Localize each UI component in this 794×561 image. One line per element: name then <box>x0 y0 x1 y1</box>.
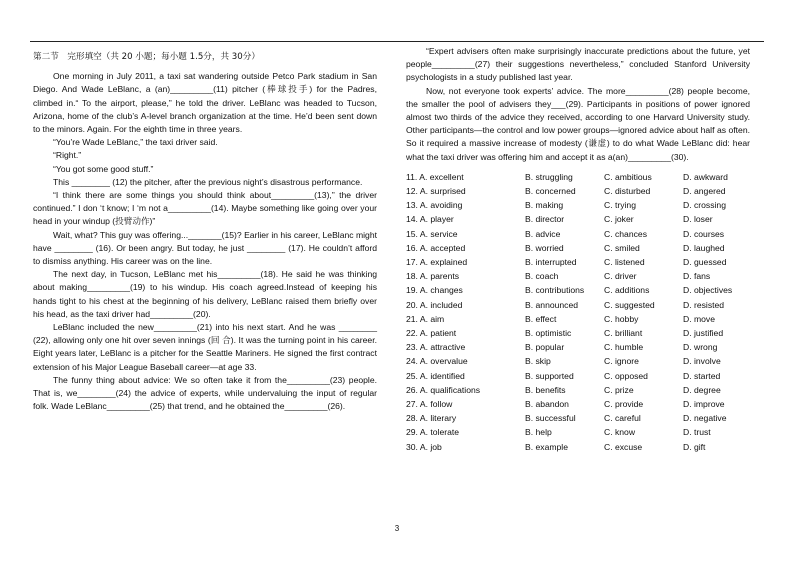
passage-paragraph: The funny thing about advice: We so often take it from the_________(23) people. That is, we________(24) the advice of experts, while undervaluing the input of regular folk. Wade LeBlanc_________(25) that trend, and he obtained the_________(26). <box>33 374 377 412</box>
section-title: 第二节 完形填空（共 20 小题；每小题 1.5分，共 30分） <box>33 52 260 62</box>
option-choice: B. abandon <box>525 399 569 410</box>
option-choice: C. brilliant <box>604 328 643 339</box>
option-choice: B. contributions <box>525 285 585 296</box>
passage-paragraph: One morning in July 2011, a taxi sat wandering outside Petco Park stadium in San Diego. And Wade LeBlanc, a (an)_________(11) pitcher (棒球投手) for the Padres, climbed in.“ To the airport, please,” he told the driver. LeBlanc was headed to Tucson, Arizona, home of the club’s A-level branch organization at the time. He’d been sent down to the minors. Again. For the eighth time in three years. <box>33 71 377 135</box>
option-choice: 24. A. overvalue <box>406 356 468 367</box>
option-choice: B. supported <box>525 370 574 381</box>
option-choice: 13. A. avoiding <box>406 200 463 211</box>
passage-paragraph: This ________ (12) the pitcher, after the previous night’s disastrous performance. <box>53 176 363 187</box>
option-choice: B. advice <box>525 228 561 239</box>
option-choice: 26. A. qualifications <box>406 384 481 395</box>
option-choice: D. negative <box>683 413 727 424</box>
option-choice: D. degree <box>683 384 721 395</box>
option-choice: D. courses <box>683 228 725 239</box>
option-choice: 19. A. changes <box>406 285 463 296</box>
option-choice: B. successful <box>525 413 576 424</box>
left-column <box>33 45 377 413</box>
option-choice: B. interrupted <box>525 257 577 268</box>
option-row <box>406 425 756 439</box>
option-choice: D. started <box>683 370 721 381</box>
option-choice: C. disturbed <box>604 186 651 197</box>
option-choice: D. resisted <box>683 299 725 310</box>
option-choice: D. improve <box>683 399 725 410</box>
passage-paragraph: “Right.” <box>53 150 82 161</box>
option-row <box>406 383 756 397</box>
option-choice: 23. A. attractive <box>406 342 466 353</box>
option-choice: B. benefits <box>525 384 566 395</box>
option-choice: B. announced <box>525 299 579 310</box>
option-choice: D. objectives <box>683 285 733 296</box>
option-row <box>406 255 756 269</box>
option-choice: 11. A. excellent <box>406 171 464 182</box>
option-choice: 20. A. included <box>406 299 463 310</box>
option-choice: C. opposed <box>604 370 648 381</box>
passage-paragraph: “I think there are some things you should think about_________(13),” the driver continued.” I don ‘t know; I ‘m not a_________(14). Maybe something like going over your head in your windup (投臂动作)” <box>33 190 377 227</box>
option-choice: C. excuse <box>604 441 643 452</box>
option-choice: B. optimistic <box>525 328 572 339</box>
option-choice: C. careful <box>604 413 641 424</box>
option-choice: 22. A. patient <box>406 328 457 339</box>
option-row <box>406 269 756 283</box>
option-row <box>406 354 756 368</box>
option-choice: 18. A. parents <box>406 271 460 282</box>
option-choice: B. coach <box>525 271 559 282</box>
option-choice: C. listened <box>604 257 645 268</box>
option-choice: B. help <box>525 427 552 438</box>
option-choice: 21. A. aim <box>406 313 445 324</box>
passage-paragraph: “You’re Wade LeBlanc,” the taxi driver said. <box>53 137 218 148</box>
option-row <box>406 298 756 312</box>
option-row <box>406 212 756 226</box>
option-choice: D. involve <box>683 356 721 367</box>
option-choice: C. suggested <box>604 299 655 310</box>
option-choice: D. fans <box>683 271 711 282</box>
option-choice: B. skip <box>525 356 551 367</box>
option-row <box>406 397 756 411</box>
option-choice: 28. A. literary <box>406 413 457 424</box>
option-choice: C. provide <box>604 399 644 410</box>
option-choice: D. awkward <box>683 171 728 182</box>
option-choice: D. loser <box>683 214 713 225</box>
option-choice: C. humble <box>604 342 644 353</box>
option-choice: B. popular <box>525 342 565 353</box>
option-choice: D. gift <box>683 441 706 452</box>
option-row <box>406 369 756 383</box>
option-choice: D. angered <box>683 186 726 197</box>
option-choice: B. making <box>525 200 564 211</box>
option-row <box>406 340 756 354</box>
option-choice: C. driver <box>604 271 637 282</box>
option-row <box>406 326 756 340</box>
option-row <box>406 241 756 255</box>
option-choice: C. smiled <box>604 242 640 253</box>
option-choice: C. hobby <box>604 313 639 324</box>
option-row <box>406 411 756 425</box>
option-choice: D. laughed <box>683 242 725 253</box>
option-row <box>406 170 756 184</box>
option-choice: 25. A. identified <box>406 370 465 381</box>
passage-paragraph: LeBlanc included the new_________(21) into his next start. And he was ________ (22), allowing only one hit over seven innings (回 合). It was the turning point in his career. Eight years later, LeBlanc is a pitcher for the Seattle Mariners. He signed the first contract extension of his Major League Baseball career—at age 33. <box>33 322 377 372</box>
passage-paragraph: Now, not everyone took experts’ advice. The more_________(28) people become, the smaller the pool of advisers they___(29). Participants in positions of power ignored almost two thirds of the advice they received, according to one Harvard University study. Other participants—the control and low power groups—ignored advice about half as often. So it required a massive increase of modesty (谦虚) to do what Wade LeBlanc did: hear what the taxi driver was offering him and accept it as a(an)_________(30). <box>406 85 750 162</box>
option-row <box>406 312 756 326</box>
option-choice: B. worried <box>525 242 564 253</box>
option-choice: D. trust <box>683 427 711 438</box>
option-choice: 16. A. accepted <box>406 242 466 253</box>
option-choice: D. move <box>683 313 715 324</box>
option-choice: 29. A. tolerate <box>406 427 460 438</box>
page-number: 3 <box>394 524 400 533</box>
option-choice: D. justified <box>683 328 724 339</box>
option-choice: C. trying <box>604 200 636 211</box>
option-row <box>406 198 756 212</box>
option-choice: D. crossing <box>683 200 726 211</box>
option-choice: C. ignore <box>604 356 639 367</box>
option-choice: D. guessed <box>683 257 727 268</box>
option-choice: 12. A. surprised <box>406 186 466 197</box>
option-row <box>406 184 756 198</box>
option-row <box>406 283 756 297</box>
option-choice: C. ambitious <box>604 171 652 182</box>
passage-paragraph: The next day, in Tucson, LeBlanc met his_________(18). He said he was thinking about making_________(19) to his windup. His coach agreed.Instead of keeping his hands tight to his chest at the beginning of his delivery, LeBlanc raised them briefly over his head, as the taxi driver had_________(20). <box>33 269 377 319</box>
option-choice: 17. A. explained <box>406 257 468 268</box>
option-choice: D. wrong <box>683 342 718 353</box>
option-choice: B. example <box>525 441 568 452</box>
option-choice: 30. A. job <box>406 441 442 452</box>
option-choice: C. know <box>604 427 636 438</box>
option-choice: B. director <box>525 214 565 225</box>
passage-paragraph: Wait, what? This guy was offering..._______(15)? Earlier in his career, LeBlanc might have ________ (16). Or been angry. But today, he just ________ (17). He couldn’t afford to dismiss anything. His career was on the line. <box>33 229 377 267</box>
passage-paragraph: “Expert advisers often make surprisingly inaccurate predictions about the future, yet people_________(27) their suggestions nevertheless,” concluded Stanford University psychologists in a study published last year. <box>406 46 750 83</box>
option-choice: 27. A. follow <box>406 399 453 410</box>
right-column <box>406 45 750 454</box>
options-table <box>406 170 756 454</box>
option-choice: 14. A. player <box>406 214 454 225</box>
option-choice: C. joker <box>604 214 634 225</box>
option-choice: B. concerned <box>525 186 576 197</box>
passage-paragraph: “You got some good stuff.” <box>53 163 154 174</box>
option-choice: B. effect <box>525 313 557 324</box>
option-choice: C. prize <box>604 384 634 395</box>
option-choice: C. chances <box>604 228 647 239</box>
option-choice: C. additions <box>604 285 650 296</box>
option-choice: 15. A. service <box>406 228 458 239</box>
option-row <box>406 440 756 454</box>
option-choice: B. struggling <box>525 171 573 182</box>
option-row <box>406 227 756 241</box>
top-rule <box>30 41 764 42</box>
